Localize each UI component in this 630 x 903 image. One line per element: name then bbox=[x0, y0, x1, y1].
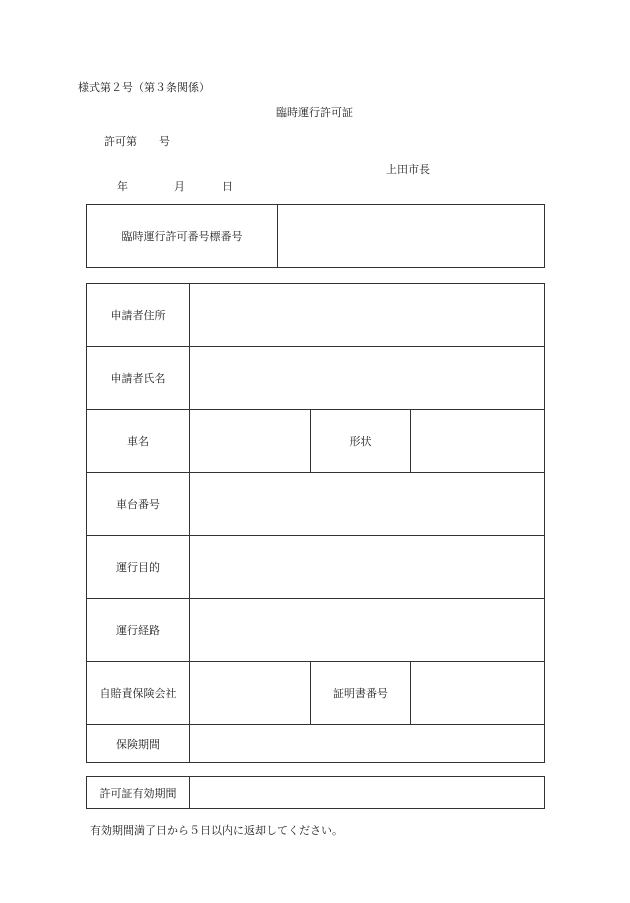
plate-number-label: 臨時運行許可番号標番号 bbox=[87, 205, 278, 268]
row-car bbox=[87, 410, 545, 473]
shape-label: 形状 bbox=[311, 410, 411, 473]
permit-number-label: 許可第 号 bbox=[104, 135, 170, 148]
return-notice: 有効期間満了日から５日以内に返却してください。 bbox=[90, 824, 343, 837]
validity-period-field[interactable] bbox=[190, 777, 545, 809]
issuer-name: 上田市長 bbox=[386, 163, 430, 176]
insurance-company-field[interactable] bbox=[190, 662, 311, 725]
row-applicant-name bbox=[87, 347, 545, 410]
validity-period-label: 許可証有効期間 bbox=[87, 777, 190, 809]
row-route bbox=[87, 599, 545, 662]
form-number: 様式第２号（第３条関係） bbox=[78, 81, 210, 94]
plate-number-table bbox=[86, 204, 545, 268]
plate-number-field[interactable] bbox=[278, 205, 545, 268]
document-title: 臨時運行許可証 bbox=[276, 106, 353, 119]
applicant-name-label: 申請者氏名 bbox=[87, 347, 190, 410]
applicant-address-field[interactable] bbox=[190, 284, 545, 347]
date-month-label: 月 bbox=[174, 180, 185, 193]
car-name-field[interactable] bbox=[190, 410, 311, 473]
purpose-label: 運行目的 bbox=[87, 536, 190, 599]
shape-field[interactable] bbox=[411, 410, 545, 473]
row-purpose bbox=[87, 536, 545, 599]
route-field[interactable] bbox=[190, 599, 545, 662]
applicant-address-label: 申請者住所 bbox=[87, 284, 190, 347]
validity-table bbox=[86, 776, 545, 809]
insurance-period-label: 保険期間 bbox=[87, 725, 190, 763]
applicant-name-field[interactable] bbox=[190, 347, 545, 410]
certificate-number-field[interactable] bbox=[411, 662, 545, 725]
certificate-number-label: 証明書番号 bbox=[311, 662, 411, 725]
chassis-number-field[interactable] bbox=[190, 473, 545, 536]
row-applicant-address bbox=[87, 284, 545, 347]
date-year-label: 年 bbox=[117, 180, 128, 193]
insurance-period-field[interactable] bbox=[190, 725, 545, 763]
route-label: 運行経路 bbox=[87, 599, 190, 662]
insurance-company-label: 自賠責保険会社 bbox=[87, 662, 190, 725]
chassis-number-label: 車台番号 bbox=[87, 473, 190, 536]
date-day-label: 日 bbox=[222, 180, 233, 193]
purpose-field[interactable] bbox=[190, 536, 545, 599]
row-insurance-period bbox=[87, 725, 545, 763]
row-chassis-number bbox=[87, 473, 545, 536]
row-insurance bbox=[87, 662, 545, 725]
car-name-label: 車名 bbox=[87, 410, 190, 473]
application-table bbox=[86, 283, 545, 763]
